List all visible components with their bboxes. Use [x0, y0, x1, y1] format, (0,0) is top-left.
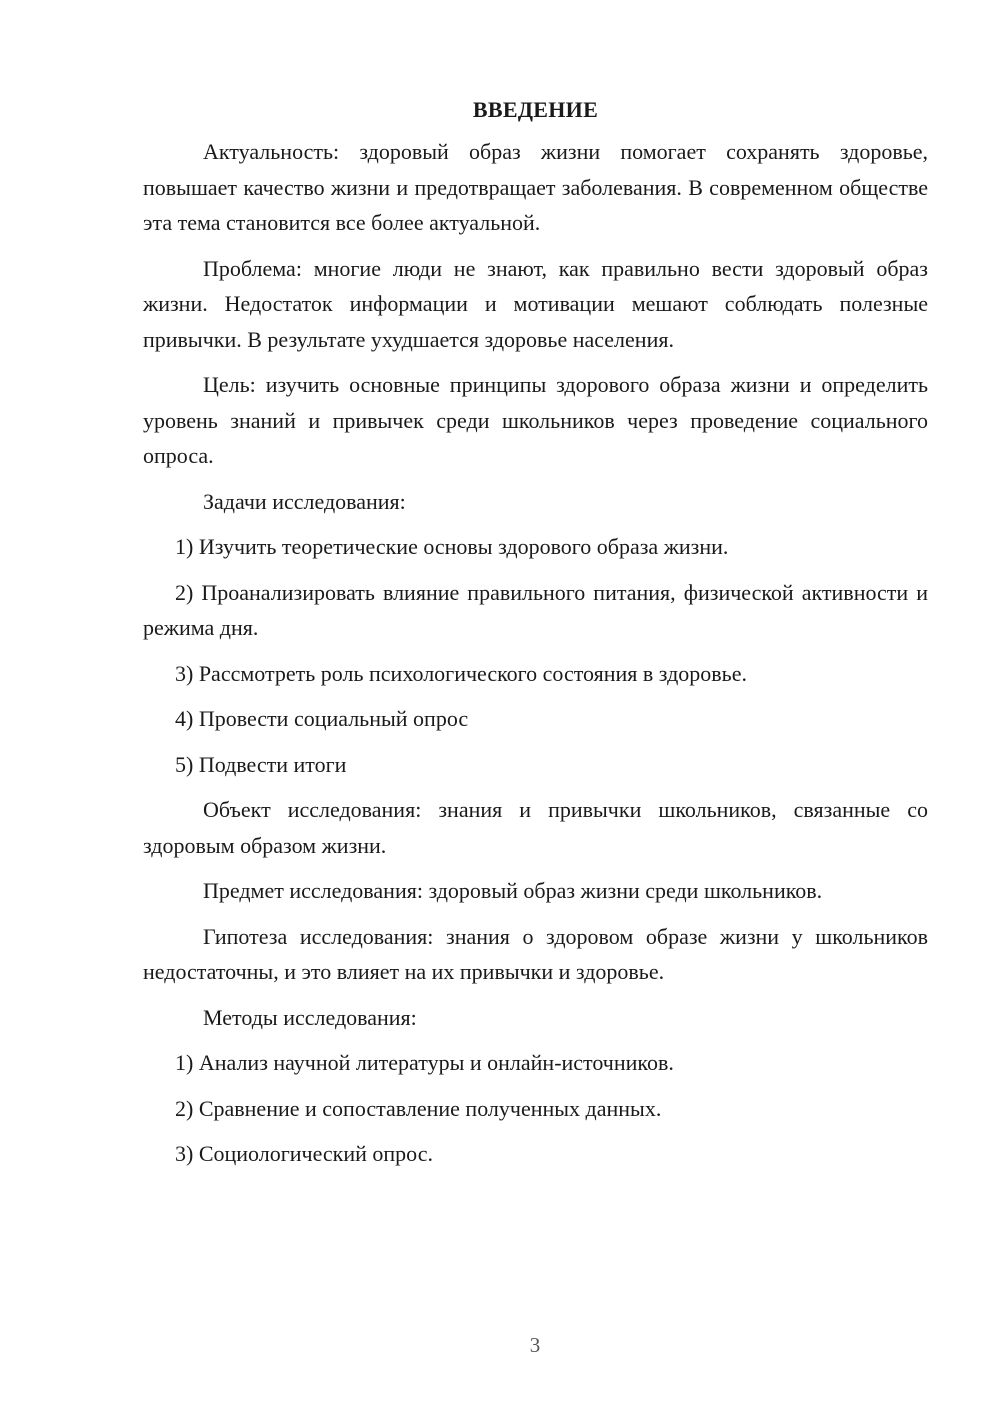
task-item: 3) Рассмотреть роль психологического состояния в здоровье. [175, 660, 747, 686]
task-item: 5) Подвести итоги [175, 751, 347, 777]
method-item: 3) Социологический опрос. [175, 1141, 433, 1166]
task-item: 2) Проанализировать влияние правильного питания, физической активности и режима дня. [143, 579, 928, 640]
problem-paragraph: Проблема: многие люди не знают, как правильно вести здоровый образ жизни. Недостаток информации и мотивации мешают соблюдать полезные привычки. В результате ухудшается здоровье населения. [143, 255, 928, 352]
hypothesis-paragraph: Гипотеза исследования: знания о здоровом образе жизни у школьников недостаточны, и это влияет на их привычки и здоровье. [143, 923, 928, 984]
method-item: 1) Анализ научной литературы и онлайн-источников. [175, 1050, 674, 1075]
tasks-heading: Задачи исследования: [203, 488, 406, 514]
page-number: 3 [529, 1333, 541, 1357]
method-item: 2) Сравнение и сопоставление полученных данных. [175, 1095, 662, 1121]
task-item: 4) Провести социальный опрос [175, 706, 469, 731]
object-paragraph: Объект исследования: знания и привычки школьников, связанные со здоровым образом жизни. [143, 797, 928, 858]
subject-paragraph: Предмет исследования: здоровый образ жизни среди школьников. [203, 878, 823, 903]
document-page [143, 92, 928, 1182]
section-title: ВВЕДЕНИЕ [472, 97, 599, 122]
methods-heading: Методы исследования: [203, 1004, 417, 1030]
goal-paragraph: Цель: изучить основные принципы здорового образа жизни и определить уровень знаний и привычек среди школьников через проведение социального опроса. [143, 372, 928, 468]
task-item: 1) Изучить теоретические основы здорового образа жизни. [175, 534, 729, 559]
relevance-paragraph: Актуальность: здоровый образ жизни помогает сохранять здоровье, повышает качество жизни и предотвращает заболевания. В современном обществе эта тема становится все более актуальной. [143, 139, 928, 235]
